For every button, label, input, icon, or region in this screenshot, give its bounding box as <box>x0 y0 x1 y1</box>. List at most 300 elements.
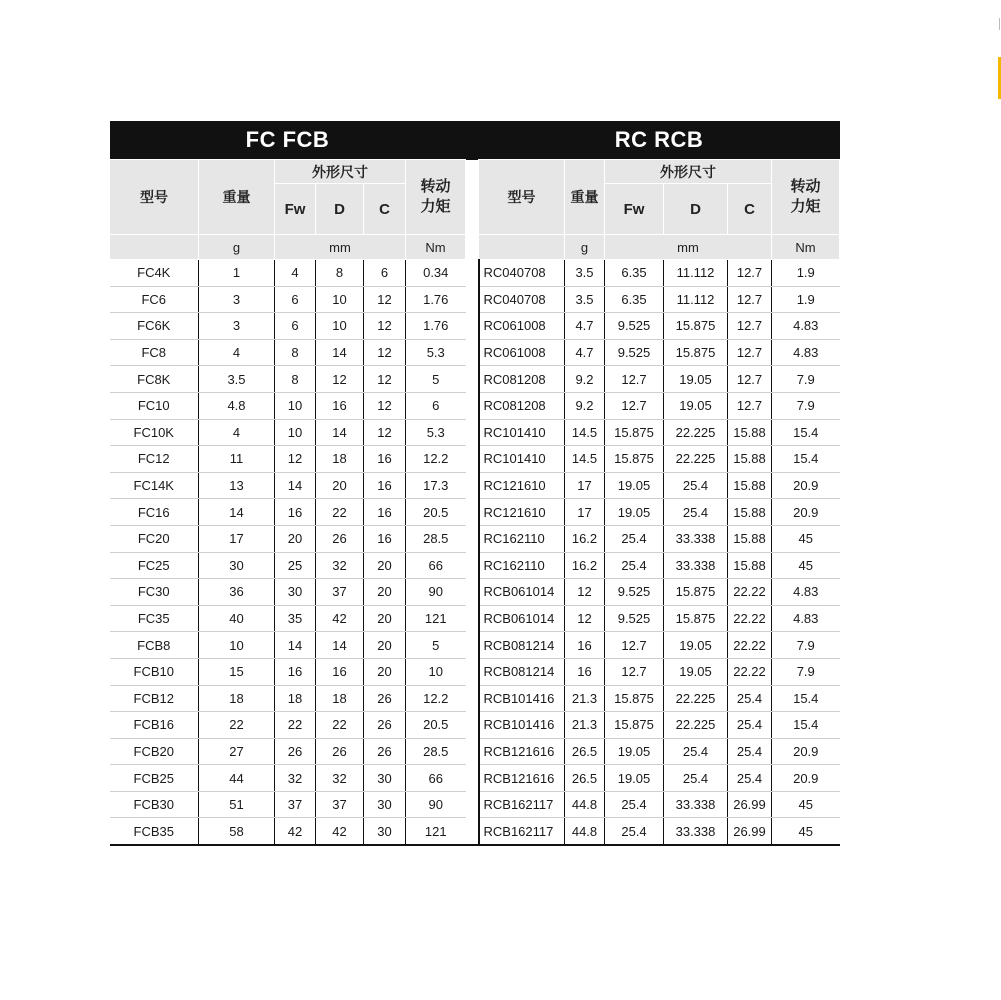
left-d-cell: 16 <box>316 392 364 419</box>
column-gap <box>466 339 479 366</box>
right-fw-cell: 9.525 <box>605 579 664 606</box>
right-weight-cell: 21.3 <box>565 685 605 712</box>
left-model-cell: FC6 <box>110 286 199 313</box>
right-torque-cell: 1.9 <box>772 260 840 287</box>
right-weight-cell: 3.5 <box>565 260 605 287</box>
left-d-cell: 10 <box>316 286 364 313</box>
left-weight-cell: 14 <box>199 499 275 526</box>
title-gap <box>466 121 479 160</box>
column-gap <box>466 286 479 313</box>
left-torque-header: 转动力矩 <box>406 160 466 235</box>
table-row <box>110 260 840 287</box>
left-torque-cell: 28.5 <box>406 738 466 765</box>
left-fw-cell: 8 <box>275 366 316 393</box>
table-row <box>110 499 840 526</box>
right-weight-unit: g <box>565 235 605 260</box>
left-weight-header: 重量 <box>199 160 275 235</box>
left-weight-cell: 3 <box>199 286 275 313</box>
table-row <box>110 419 840 446</box>
right-weight-cell: 14.5 <box>565 419 605 446</box>
right-torque-cell: 15.4 <box>772 712 840 739</box>
right-d-cell: 25.4 <box>664 499 728 526</box>
table-row <box>110 712 840 739</box>
right-weight-cell: 26.5 <box>565 738 605 765</box>
right-c-cell: 12.7 <box>728 366 772 393</box>
left-c-cell: 26 <box>364 712 406 739</box>
left-fw-cell: 16 <box>275 658 316 685</box>
right-model-cell: RCB081214 <box>479 632 565 659</box>
left-weight-cell: 4 <box>199 419 275 446</box>
right-torque-cell: 7.9 <box>772 366 840 393</box>
left-c-cell: 16 <box>364 472 406 499</box>
left-fw-cell: 4 <box>275 260 316 287</box>
column-gap <box>466 499 479 526</box>
left-torque-cell: 0.34 <box>406 260 466 287</box>
right-model-cell: RC040708 <box>479 286 565 313</box>
left-fw-cell: 26 <box>275 738 316 765</box>
left-fw-cell: 37 <box>275 791 316 818</box>
right-d-header: D <box>664 184 728 235</box>
right-weight-cell: 12 <box>565 579 605 606</box>
left-torque-cell: 1.76 <box>406 286 466 313</box>
right-torque-cell: 20.9 <box>772 499 840 526</box>
left-c-cell: 12 <box>364 419 406 446</box>
right-torque-cell: 15.4 <box>772 419 840 446</box>
left-d-cell: 37 <box>316 791 364 818</box>
left-d-cell: 22 <box>316 712 364 739</box>
right-c-cell: 26.99 <box>728 818 772 845</box>
column-gap <box>466 791 479 818</box>
column-gap <box>466 605 479 632</box>
left-weight-cell: 17 <box>199 525 275 552</box>
left-c-cell: 26 <box>364 685 406 712</box>
right-model-cell: RCB162117 <box>479 791 565 818</box>
left-torque-cell: 5 <box>406 366 466 393</box>
right-c-cell: 12.7 <box>728 392 772 419</box>
right-weight-header: 重量 <box>565 160 605 235</box>
left-torque-cell: 5.3 <box>406 339 466 366</box>
left-torque-cell: 121 <box>406 818 466 845</box>
right-torque-cell: 15.4 <box>772 685 840 712</box>
bearing-spec-table <box>109 121 840 846</box>
right-c-cell: 12.7 <box>728 339 772 366</box>
left-d-cell: 14 <box>316 632 364 659</box>
right-d-cell: 11.112 <box>664 260 728 287</box>
left-model-cell: FCB12 <box>110 685 199 712</box>
right-fw-cell: 19.05 <box>605 472 664 499</box>
left-torque-cell: 20.5 <box>406 712 466 739</box>
right-weight-cell: 9.2 <box>565 366 605 393</box>
left-weight-cell: 18 <box>199 685 275 712</box>
left-model-cell: FC8 <box>110 339 199 366</box>
right-fw-cell: 12.7 <box>605 658 664 685</box>
right-model-cell: RCB061014 <box>479 579 565 606</box>
left-d-header: D <box>316 184 364 235</box>
right-c-cell: 22.22 <box>728 579 772 606</box>
left-weight-cell: 1 <box>199 260 275 287</box>
left-fw-cell: 10 <box>275 419 316 446</box>
left-fw-cell: 8 <box>275 339 316 366</box>
left-model-cell: FC25 <box>110 552 199 579</box>
column-gap <box>466 392 479 419</box>
left-weight-cell: 13 <box>199 472 275 499</box>
left-c-cell: 30 <box>364 791 406 818</box>
right-model-cell: RCB121616 <box>479 738 565 765</box>
spec-table-body <box>110 260 840 846</box>
left-torque-cell: 90 <box>406 579 466 606</box>
left-weight-cell: 40 <box>199 605 275 632</box>
left-c-cell: 30 <box>364 818 406 845</box>
left-d-cell: 18 <box>316 685 364 712</box>
right-model-header: 型号 <box>479 160 565 235</box>
right-c-header: C <box>728 184 772 235</box>
left-model-unit <box>110 235 199 260</box>
left-weight-cell: 4.8 <box>199 392 275 419</box>
right-fw-cell: 25.4 <box>605 791 664 818</box>
right-model-cell: RC061008 <box>479 313 565 340</box>
left-section-title: FC FCB <box>110 121 466 160</box>
left-model-cell: FCB30 <box>110 791 199 818</box>
left-d-cell: 8 <box>316 260 364 287</box>
right-d-cell: 19.05 <box>664 658 728 685</box>
right-model-cell: RC121610 <box>479 472 565 499</box>
left-d-cell: 12 <box>316 366 364 393</box>
right-fw-cell: 12.7 <box>605 366 664 393</box>
right-weight-cell: 4.7 <box>565 313 605 340</box>
right-d-cell: 25.4 <box>664 472 728 499</box>
right-c-cell: 12.7 <box>728 313 772 340</box>
table-row <box>110 579 840 606</box>
right-model-unit <box>479 235 565 260</box>
left-weight-cell: 36 <box>199 579 275 606</box>
column-gap <box>466 658 479 685</box>
column-gap <box>466 419 479 446</box>
right-torque-cell: 1.9 <box>772 286 840 313</box>
table-row <box>110 446 840 473</box>
table-row <box>110 738 840 765</box>
right-torque-cell: 45 <box>772 791 840 818</box>
left-dims-header: 外形尺寸 <box>275 160 406 184</box>
right-model-cell: RCB121616 <box>479 765 565 792</box>
left-c-cell: 30 <box>364 765 406 792</box>
right-model-cell: RC101410 <box>479 419 565 446</box>
right-d-cell: 22.225 <box>664 685 728 712</box>
right-model-cell: RC061008 <box>479 339 565 366</box>
left-c-cell: 20 <box>364 632 406 659</box>
right-model-cell: RCB101416 <box>479 685 565 712</box>
left-torque-cell: 17.3 <box>406 472 466 499</box>
left-torque-cell: 6 <box>406 392 466 419</box>
edge-line-mark <box>999 18 1000 30</box>
right-c-cell: 12.7 <box>728 286 772 313</box>
right-model-cell: RCB162117 <box>479 818 565 845</box>
right-dims-header: 外形尺寸 <box>605 160 772 184</box>
left-model-cell: FCB35 <box>110 818 199 845</box>
left-fw-cell: 20 <box>275 525 316 552</box>
left-torque-cell: 1.76 <box>406 313 466 340</box>
right-torque-cell: 45 <box>772 525 840 552</box>
right-torque-cell: 15.4 <box>772 446 840 473</box>
left-fw-cell: 16 <box>275 499 316 526</box>
right-torque-cell: 20.9 <box>772 765 840 792</box>
right-c-cell: 15.88 <box>728 552 772 579</box>
left-model-header: 型号 <box>110 160 199 235</box>
table-row <box>110 392 840 419</box>
left-weight-cell: 4 <box>199 339 275 366</box>
left-weight-unit: g <box>199 235 275 260</box>
left-d-cell: 42 <box>316 605 364 632</box>
right-torque-cell: 4.83 <box>772 339 840 366</box>
right-c-cell: 26.99 <box>728 791 772 818</box>
left-model-cell: FC16 <box>110 499 199 526</box>
right-c-cell: 15.88 <box>728 472 772 499</box>
right-torque-cell: 4.83 <box>772 605 840 632</box>
right-d-cell: 33.338 <box>664 818 728 845</box>
left-fw-cell: 42 <box>275 818 316 845</box>
right-d-cell: 33.338 <box>664 552 728 579</box>
right-fw-cell: 25.4 <box>605 818 664 845</box>
left-weight-cell: 15 <box>199 658 275 685</box>
right-fw-cell: 9.525 <box>605 313 664 340</box>
right-d-cell: 22.225 <box>664 446 728 473</box>
right-fw-cell: 6.35 <box>605 260 664 287</box>
left-fw-cell: 18 <box>275 685 316 712</box>
left-d-cell: 32 <box>316 552 364 579</box>
left-model-cell: FC10 <box>110 392 199 419</box>
right-fw-cell: 15.875 <box>605 446 664 473</box>
table-row <box>110 525 840 552</box>
right-torque-cell: 7.9 <box>772 632 840 659</box>
table-row <box>110 765 840 792</box>
table-row <box>110 605 840 632</box>
table-row <box>110 791 840 818</box>
column-gap <box>466 765 479 792</box>
right-d-cell: 19.05 <box>664 632 728 659</box>
right-weight-cell: 44.8 <box>565 791 605 818</box>
left-model-cell: FCB25 <box>110 765 199 792</box>
column-gap <box>466 579 479 606</box>
right-torque-cell: 4.83 <box>772 313 840 340</box>
header-gap <box>466 160 479 260</box>
left-model-cell: FC8K <box>110 366 199 393</box>
right-torque-cell: 45 <box>772 818 840 845</box>
right-c-cell: 22.22 <box>728 605 772 632</box>
left-c-cell: 16 <box>364 499 406 526</box>
left-weight-cell: 27 <box>199 738 275 765</box>
left-torque-cell: 20.5 <box>406 499 466 526</box>
right-fw-cell: 25.4 <box>605 525 664 552</box>
right-weight-cell: 16 <box>565 632 605 659</box>
right-d-cell: 22.225 <box>664 419 728 446</box>
table-row <box>110 472 840 499</box>
left-c-cell: 12 <box>364 313 406 340</box>
right-model-cell: RC081208 <box>479 366 565 393</box>
left-weight-cell: 44 <box>199 765 275 792</box>
left-model-cell: FC14K <box>110 472 199 499</box>
left-weight-cell: 11 <box>199 446 275 473</box>
left-torque-cell: 121 <box>406 605 466 632</box>
left-c-cell: 12 <box>364 392 406 419</box>
right-weight-cell: 4.7 <box>565 339 605 366</box>
table-row <box>110 313 840 340</box>
right-weight-cell: 17 <box>565 472 605 499</box>
column-gap <box>466 313 479 340</box>
left-torque-cell: 66 <box>406 552 466 579</box>
right-model-cell: RCB081214 <box>479 658 565 685</box>
right-fw-cell: 19.05 <box>605 765 664 792</box>
left-fw-cell: 35 <box>275 605 316 632</box>
column-gap <box>466 818 479 845</box>
left-weight-cell: 22 <box>199 712 275 739</box>
left-torque-cell: 5.3 <box>406 419 466 446</box>
right-torque-header: 转动力矩 <box>772 160 840 235</box>
column-gap <box>466 472 479 499</box>
right-c-cell: 22.22 <box>728 632 772 659</box>
left-fw-cell: 30 <box>275 579 316 606</box>
right-weight-cell: 44.8 <box>565 818 605 845</box>
column-gap <box>466 552 479 579</box>
right-fw-header: Fw <box>605 184 664 235</box>
left-model-cell: FC10K <box>110 419 199 446</box>
column-gap <box>466 712 479 739</box>
right-torque-cell: 20.9 <box>772 738 840 765</box>
table-row <box>110 552 840 579</box>
left-fw-cell: 25 <box>275 552 316 579</box>
left-fw-header: Fw <box>275 184 316 235</box>
column-gap <box>466 685 479 712</box>
left-torque-cell: 90 <box>406 791 466 818</box>
left-c-cell: 12 <box>364 339 406 366</box>
column-gap <box>466 632 479 659</box>
right-weight-cell: 3.5 <box>565 286 605 313</box>
right-d-cell: 25.4 <box>664 738 728 765</box>
table-row <box>110 286 840 313</box>
left-c-cell: 6 <box>364 260 406 287</box>
left-torque-unit: Nm <box>406 235 466 260</box>
left-model-cell: FC20 <box>110 525 199 552</box>
left-weight-cell: 3.5 <box>199 366 275 393</box>
left-model-cell: FC6K <box>110 313 199 340</box>
left-c-cell: 26 <box>364 738 406 765</box>
left-d-cell: 10 <box>316 313 364 340</box>
left-fw-cell: 14 <box>275 472 316 499</box>
left-d-cell: 37 <box>316 579 364 606</box>
right-weight-cell: 21.3 <box>565 712 605 739</box>
right-torque-cell: 4.83 <box>772 579 840 606</box>
left-d-cell: 18 <box>316 446 364 473</box>
right-d-cell: 19.05 <box>664 392 728 419</box>
left-c-cell: 20 <box>364 552 406 579</box>
left-model-cell: FCB8 <box>110 632 199 659</box>
right-model-cell: RC040708 <box>479 260 565 287</box>
right-d-cell: 11.112 <box>664 286 728 313</box>
left-fw-cell: 12 <box>275 446 316 473</box>
left-c-cell: 16 <box>364 525 406 552</box>
right-weight-cell: 16 <box>565 658 605 685</box>
right-torque-cell: 7.9 <box>772 392 840 419</box>
left-c-header: C <box>364 184 406 235</box>
right-d-cell: 33.338 <box>664 525 728 552</box>
column-gap <box>466 260 479 287</box>
left-d-cell: 20 <box>316 472 364 499</box>
right-model-cell: RC101410 <box>479 446 565 473</box>
left-d-cell: 26 <box>316 738 364 765</box>
right-fw-cell: 19.05 <box>605 738 664 765</box>
right-fw-cell: 15.875 <box>605 685 664 712</box>
left-c-cell: 16 <box>364 446 406 473</box>
right-c-cell: 15.88 <box>728 419 772 446</box>
left-fw-cell: 6 <box>275 286 316 313</box>
right-model-cell: RC162110 <box>479 552 565 579</box>
left-torque-cell: 28.5 <box>406 525 466 552</box>
right-weight-cell: 12 <box>565 605 605 632</box>
left-d-cell: 14 <box>316 419 364 446</box>
left-d-cell: 14 <box>316 339 364 366</box>
left-model-cell: FC30 <box>110 579 199 606</box>
left-torque-cell: 12.2 <box>406 446 466 473</box>
right-section-title: RC RCB <box>479 121 840 160</box>
left-c-cell: 20 <box>364 658 406 685</box>
right-c-cell: 25.4 <box>728 738 772 765</box>
column-gap <box>466 525 479 552</box>
column-gap <box>466 446 479 473</box>
left-d-cell: 42 <box>316 818 364 845</box>
right-weight-cell: 16.2 <box>565 552 605 579</box>
table-row <box>110 818 840 845</box>
right-d-cell: 15.875 <box>664 313 728 340</box>
right-weight-cell: 26.5 <box>565 765 605 792</box>
right-c-cell: 15.88 <box>728 446 772 473</box>
right-d-cell: 15.875 <box>664 579 728 606</box>
right-fw-cell: 9.525 <box>605 605 664 632</box>
left-d-cell: 26 <box>316 525 364 552</box>
right-model-cell: RC081208 <box>479 392 565 419</box>
left-weight-cell: 58 <box>199 818 275 845</box>
table-row <box>110 339 840 366</box>
right-d-cell: 19.05 <box>664 366 728 393</box>
left-fw-cell: 10 <box>275 392 316 419</box>
right-weight-cell: 14.5 <box>565 446 605 473</box>
right-fw-cell: 15.875 <box>605 712 664 739</box>
right-weight-cell: 17 <box>565 499 605 526</box>
right-fw-cell: 19.05 <box>605 499 664 526</box>
right-model-cell: RCB101416 <box>479 712 565 739</box>
left-d-cell: 16 <box>316 658 364 685</box>
left-model-cell: FC35 <box>110 605 199 632</box>
left-fw-cell: 14 <box>275 632 316 659</box>
left-dims-unit: mm <box>275 235 406 260</box>
right-model-cell: RCB061014 <box>479 605 565 632</box>
right-d-cell: 22.225 <box>664 712 728 739</box>
right-c-cell: 15.88 <box>728 525 772 552</box>
left-torque-cell: 10 <box>406 658 466 685</box>
left-fw-cell: 22 <box>275 712 316 739</box>
right-fw-cell: 6.35 <box>605 286 664 313</box>
left-model-cell: FC4K <box>110 260 199 287</box>
right-torque-unit: Nm <box>772 235 840 260</box>
left-model-cell: FCB20 <box>110 738 199 765</box>
left-c-cell: 20 <box>364 605 406 632</box>
left-weight-cell: 10 <box>199 632 275 659</box>
right-fw-cell: 9.525 <box>605 339 664 366</box>
right-torque-cell: 7.9 <box>772 658 840 685</box>
right-d-cell: 33.338 <box>664 791 728 818</box>
table-row <box>110 632 840 659</box>
right-torque-cell: 45 <box>772 552 840 579</box>
left-c-cell: 20 <box>364 579 406 606</box>
left-model-cell: FC12 <box>110 446 199 473</box>
left-c-cell: 12 <box>364 286 406 313</box>
